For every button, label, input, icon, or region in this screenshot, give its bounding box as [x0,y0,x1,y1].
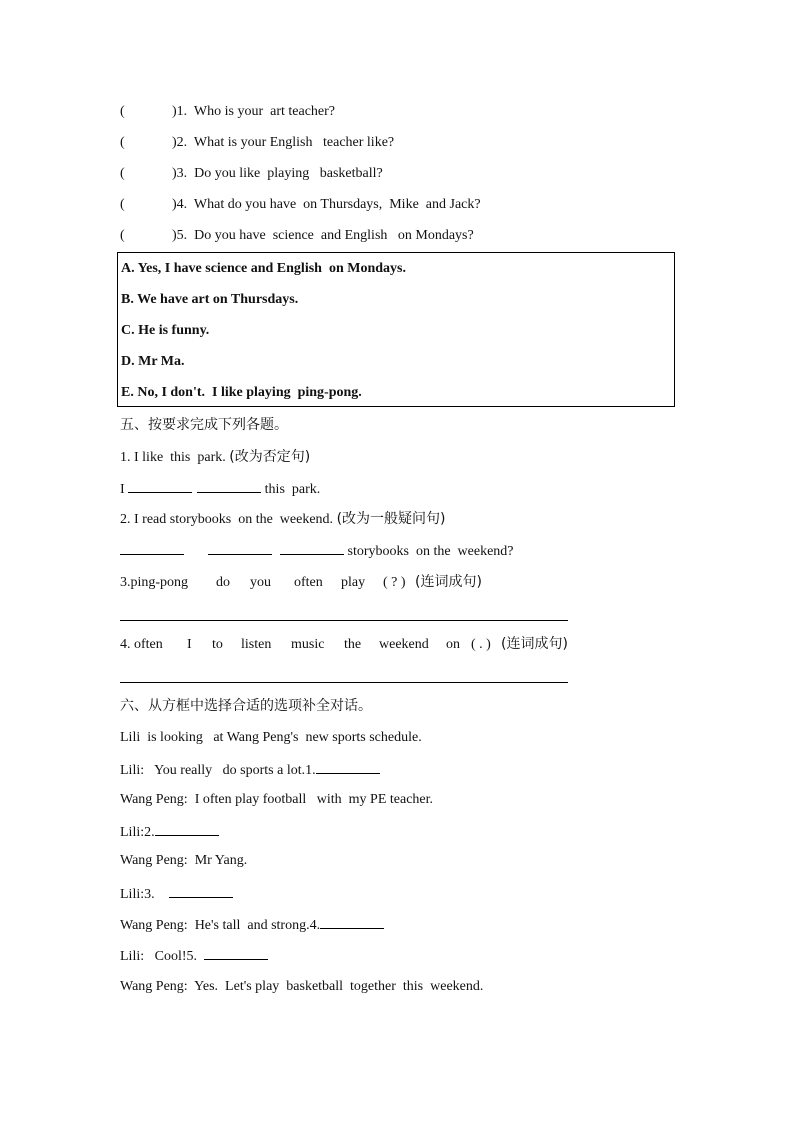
answer-blank[interactable] [280,541,344,555]
answer-blank[interactable] [316,760,380,774]
task-2: 2. I read storybooks on the weekend. (改为一般疑问句) [120,511,446,527]
dialogue-line: Wang Peng: I often play football with my PE teacher. [120,792,434,807]
dialogue-line: Wang Peng: He's tall and strong.4. [120,915,384,935]
question-3: ( )3. Do you like playing basketball? [120,166,383,181]
answer-blank[interactable] [155,822,219,836]
answer-paren[interactable]: ( [120,228,125,243]
answer-blank[interactable] [197,479,261,493]
dialogue-line: Lili:2. [120,822,219,842]
answer-line[interactable] [120,682,568,683]
answer-paren[interactable]: ( [120,197,125,212]
option-d: D. Mr Ma. [121,354,185,369]
answer-paren[interactable]: ( [120,166,125,181]
answer-blank[interactable] [120,541,184,555]
answer-paren[interactable]: ( [120,104,125,119]
question-2: ( )2. What is your English teacher like? [120,135,395,150]
option-e: E. No, I don't. I like playing ping-pong. [121,385,362,400]
answer-blank[interactable] [128,479,192,493]
section-5-heading: 五、按要求完成下列各题。 [120,417,288,433]
option-c: C. He is funny. [121,323,210,338]
task-4: 4. often I to listen music the weekend on ( . ) (连词成句) [120,636,568,652]
task-2-answer: storybooks on the weekend? [120,541,514,561]
option-b: B. We have art on Thursdays. [121,292,299,307]
answer-blank[interactable] [208,541,272,555]
answer-paren[interactable]: ( [120,135,125,150]
answer-options-box [117,252,675,407]
question-5: ( )5. Do you have science and English on Mondays? [120,228,474,243]
task-1: 1. I like this park. (改为否定句) [120,449,311,465]
dialogue-intro: Lili is looking at Wang Peng's new sports schedule. [120,730,422,745]
answer-blank[interactable] [169,884,233,898]
task-3: 3.ping-pong do you often play ( ? ) (连词成句) [120,574,482,590]
answer-blank[interactable] [204,946,268,960]
dialogue-line: Wang Peng: Mr Yang. [120,853,248,868]
task-1-answer: I this park. [120,479,320,499]
option-a: A. Yes, I have science and English on Mondays. [121,261,406,276]
dialogue-line: Lili: Cool!5. [120,946,268,966]
question-4: ( )4. What do you have on Thursdays, Mike and Jack? [120,197,481,212]
dialogue-line: Lili:3. [120,884,233,904]
question-1: ( )1. Who is your art teacher? [120,104,336,119]
dialogue-line: Wang Peng: Yes. Let's play basketball together this weekend. [120,979,484,994]
dialogue-line: Lili: You really do sports a lot.1. [120,760,380,780]
answer-blank[interactable] [320,915,384,929]
answer-line[interactable] [120,620,568,621]
section-6-heading: 六、从方框中选择合适的选项补全对话。 [120,698,372,714]
